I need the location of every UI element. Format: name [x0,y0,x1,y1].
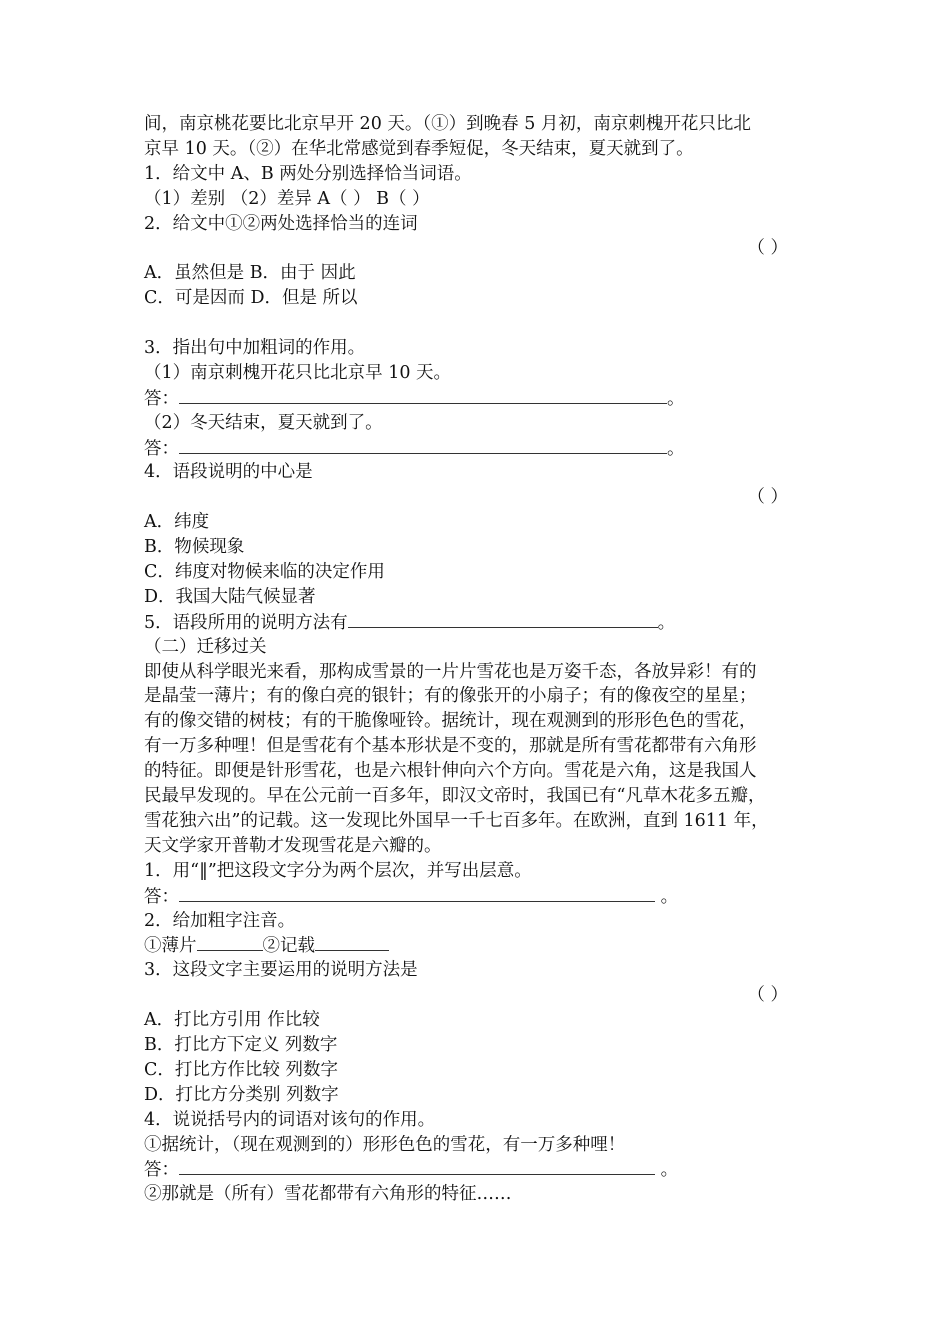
text-line [144,1157,824,1182]
line-text: （ ） [747,487,788,508]
document-page [144,112,824,1207]
line-text: B．打比方下定义 列数字 [144,1034,338,1055]
text-line [144,809,824,834]
line-text: 5．语段所用的说明方法有 [144,612,348,633]
line-text: （1）南京刺槐开花只比北京早 10 天。 [144,362,452,383]
line-text: C．可是因而 D．但是 所以 [144,288,358,309]
line-text: A．打比方引用 作比较 [144,1010,320,1031]
line-text-after: ②记载 [262,936,315,957]
text-line [144,361,824,386]
line-text: 的特征。即便是针形雪花，也是六根针伸向六个方向。雪花是六角，这是我国人 [144,761,757,782]
text-line [144,112,824,137]
answer-blank[interactable] [179,386,667,404]
text-line [144,884,824,909]
text-line [144,1058,824,1083]
text-line [144,436,824,461]
text-line [144,983,824,1008]
text-line [144,660,824,685]
line-text: 答： [144,438,179,459]
answer-blank[interactable] [315,933,389,951]
line-text: 3．这段文字主要运用的说明方法是 [144,960,418,981]
text-line [144,560,824,585]
text-line [144,485,824,510]
text-line [144,1083,824,1108]
line-text: A．虽然但是 B．由于 因此 [144,263,356,284]
text-line [144,336,824,361]
line-text: A．纬度 [144,512,210,533]
line-text: 民最早发现的。早在公元前一百多年，即汉文帝时，我国已有“凡草木花多五瓣， [144,786,766,807]
line-text: 1．给文中 A、B 两处分别选择恰当词语。 [144,163,472,184]
line-text-after: 。 [667,438,685,459]
text-line [144,162,824,187]
line-text: （ ） [747,238,788,259]
text-line [144,1008,824,1033]
text-line [144,635,824,660]
line-text: 答： [144,1160,179,1181]
text-line [144,958,824,983]
line-text: ①据统计，（现在观测到的）形形色色的雪花，有一万多种哩！ [144,1134,626,1155]
text-line [144,709,824,734]
text-line [144,1133,824,1158]
text-line [144,386,824,411]
line-text: 天文学家开普勒才发现雪花是六瓣的。 [144,835,442,856]
line-text: 答： [144,886,179,907]
line-text: 3．指出句中加粗词的作用。 [144,338,366,359]
line-text: B．物候现象 [144,537,245,558]
line-text: 即使从科学眼光来看，那构成雪景的一片片雪花也是万姿千态，各放异彩！有的 [144,661,757,682]
text-line [144,137,824,162]
text-line [144,784,824,809]
text-line [144,585,824,610]
line-text: 有的像交错的树枝；有的干脆像哑铃。据统计，现在观测到的形形色色的雪花， [144,711,757,732]
line-text: D．打比方分类别 列数字 [144,1084,339,1105]
answer-blank[interactable] [197,933,263,951]
text-line [144,909,824,934]
answer-blank[interactable] [179,884,655,902]
text-line [144,411,824,436]
text-line [144,933,824,958]
line-text: 有一万多种哩！但是雪花有个基本形状是不变的，那就是所有雪花都带有六角形 [144,736,757,757]
line-text: ①薄片 [144,936,197,957]
text-line [144,1182,824,1207]
text-line [144,212,824,237]
line-text: C．纬度对物候来临的决定作用 [144,562,385,583]
line-text: D．我国大陆气候显著 [144,586,316,607]
answer-blank[interactable] [348,610,658,628]
line-text: （2）冬天结束，夏天就到了。 [144,412,383,433]
blank-line [144,311,824,336]
line-text: C．打比方作比较 列数字 [144,1059,338,1080]
line-text-after: 。 [655,886,679,907]
answer-blank[interactable] [179,1157,655,1175]
line-text: 答： [144,388,179,409]
line-text: 2．给加粗字注音。 [144,910,296,931]
line-text: 4．说说括号内的词语对该句的作用。 [144,1109,436,1130]
text-line [144,535,824,560]
text-line [144,510,824,535]
line-text-after: 。 [657,612,676,633]
answer-blank[interactable] [179,436,667,454]
line-text-after: 。 [655,1160,679,1181]
text-line [144,859,824,884]
text-line [144,460,824,485]
text-line [144,1033,824,1058]
line-text: 雪花独六出”的记载。这一发现比外国早一千七百多年。在欧洲，直到 1611 年， [144,810,769,831]
line-text: 京早 10 天。（②）在华北常感觉到春季短促，冬天结束，夏天就到了。 [144,138,694,159]
line-text: ②那就是（所有）雪花都带有六角形的特征…… [144,1184,512,1205]
text-line [144,759,824,784]
text-line [144,286,824,311]
line-text-after: 。 [667,388,685,409]
text-line [144,1108,824,1133]
line-text: （ ） [747,985,788,1006]
line-text: 间，南京桃花要比北京早开 20 天。（①）到晚春 5 月初，南京刺槐开花只比北 [144,114,751,134]
text-line [144,834,824,859]
text-line [144,187,824,212]
text-line [144,236,824,261]
line-text: 1．用“‖”把这段文字分为两个层次，并写出层意。 [144,860,532,881]
text-line [144,684,824,709]
line-text: （二）迁移过关 [144,636,267,657]
text-line [144,261,824,286]
line-text: 4．语段说明的中心是 [144,462,313,483]
text-line [144,734,824,759]
line-text: （1）差别 （2）差异 A（ ） B（ ） [144,188,430,209]
text-line [144,610,824,635]
line-text: 2．给文中①②两处选择恰当的连词 [144,213,418,234]
line-text: 是晶莹一薄片；有的像白亮的银针；有的像张开的小扇子；有的像夜空的星星； [144,686,757,707]
